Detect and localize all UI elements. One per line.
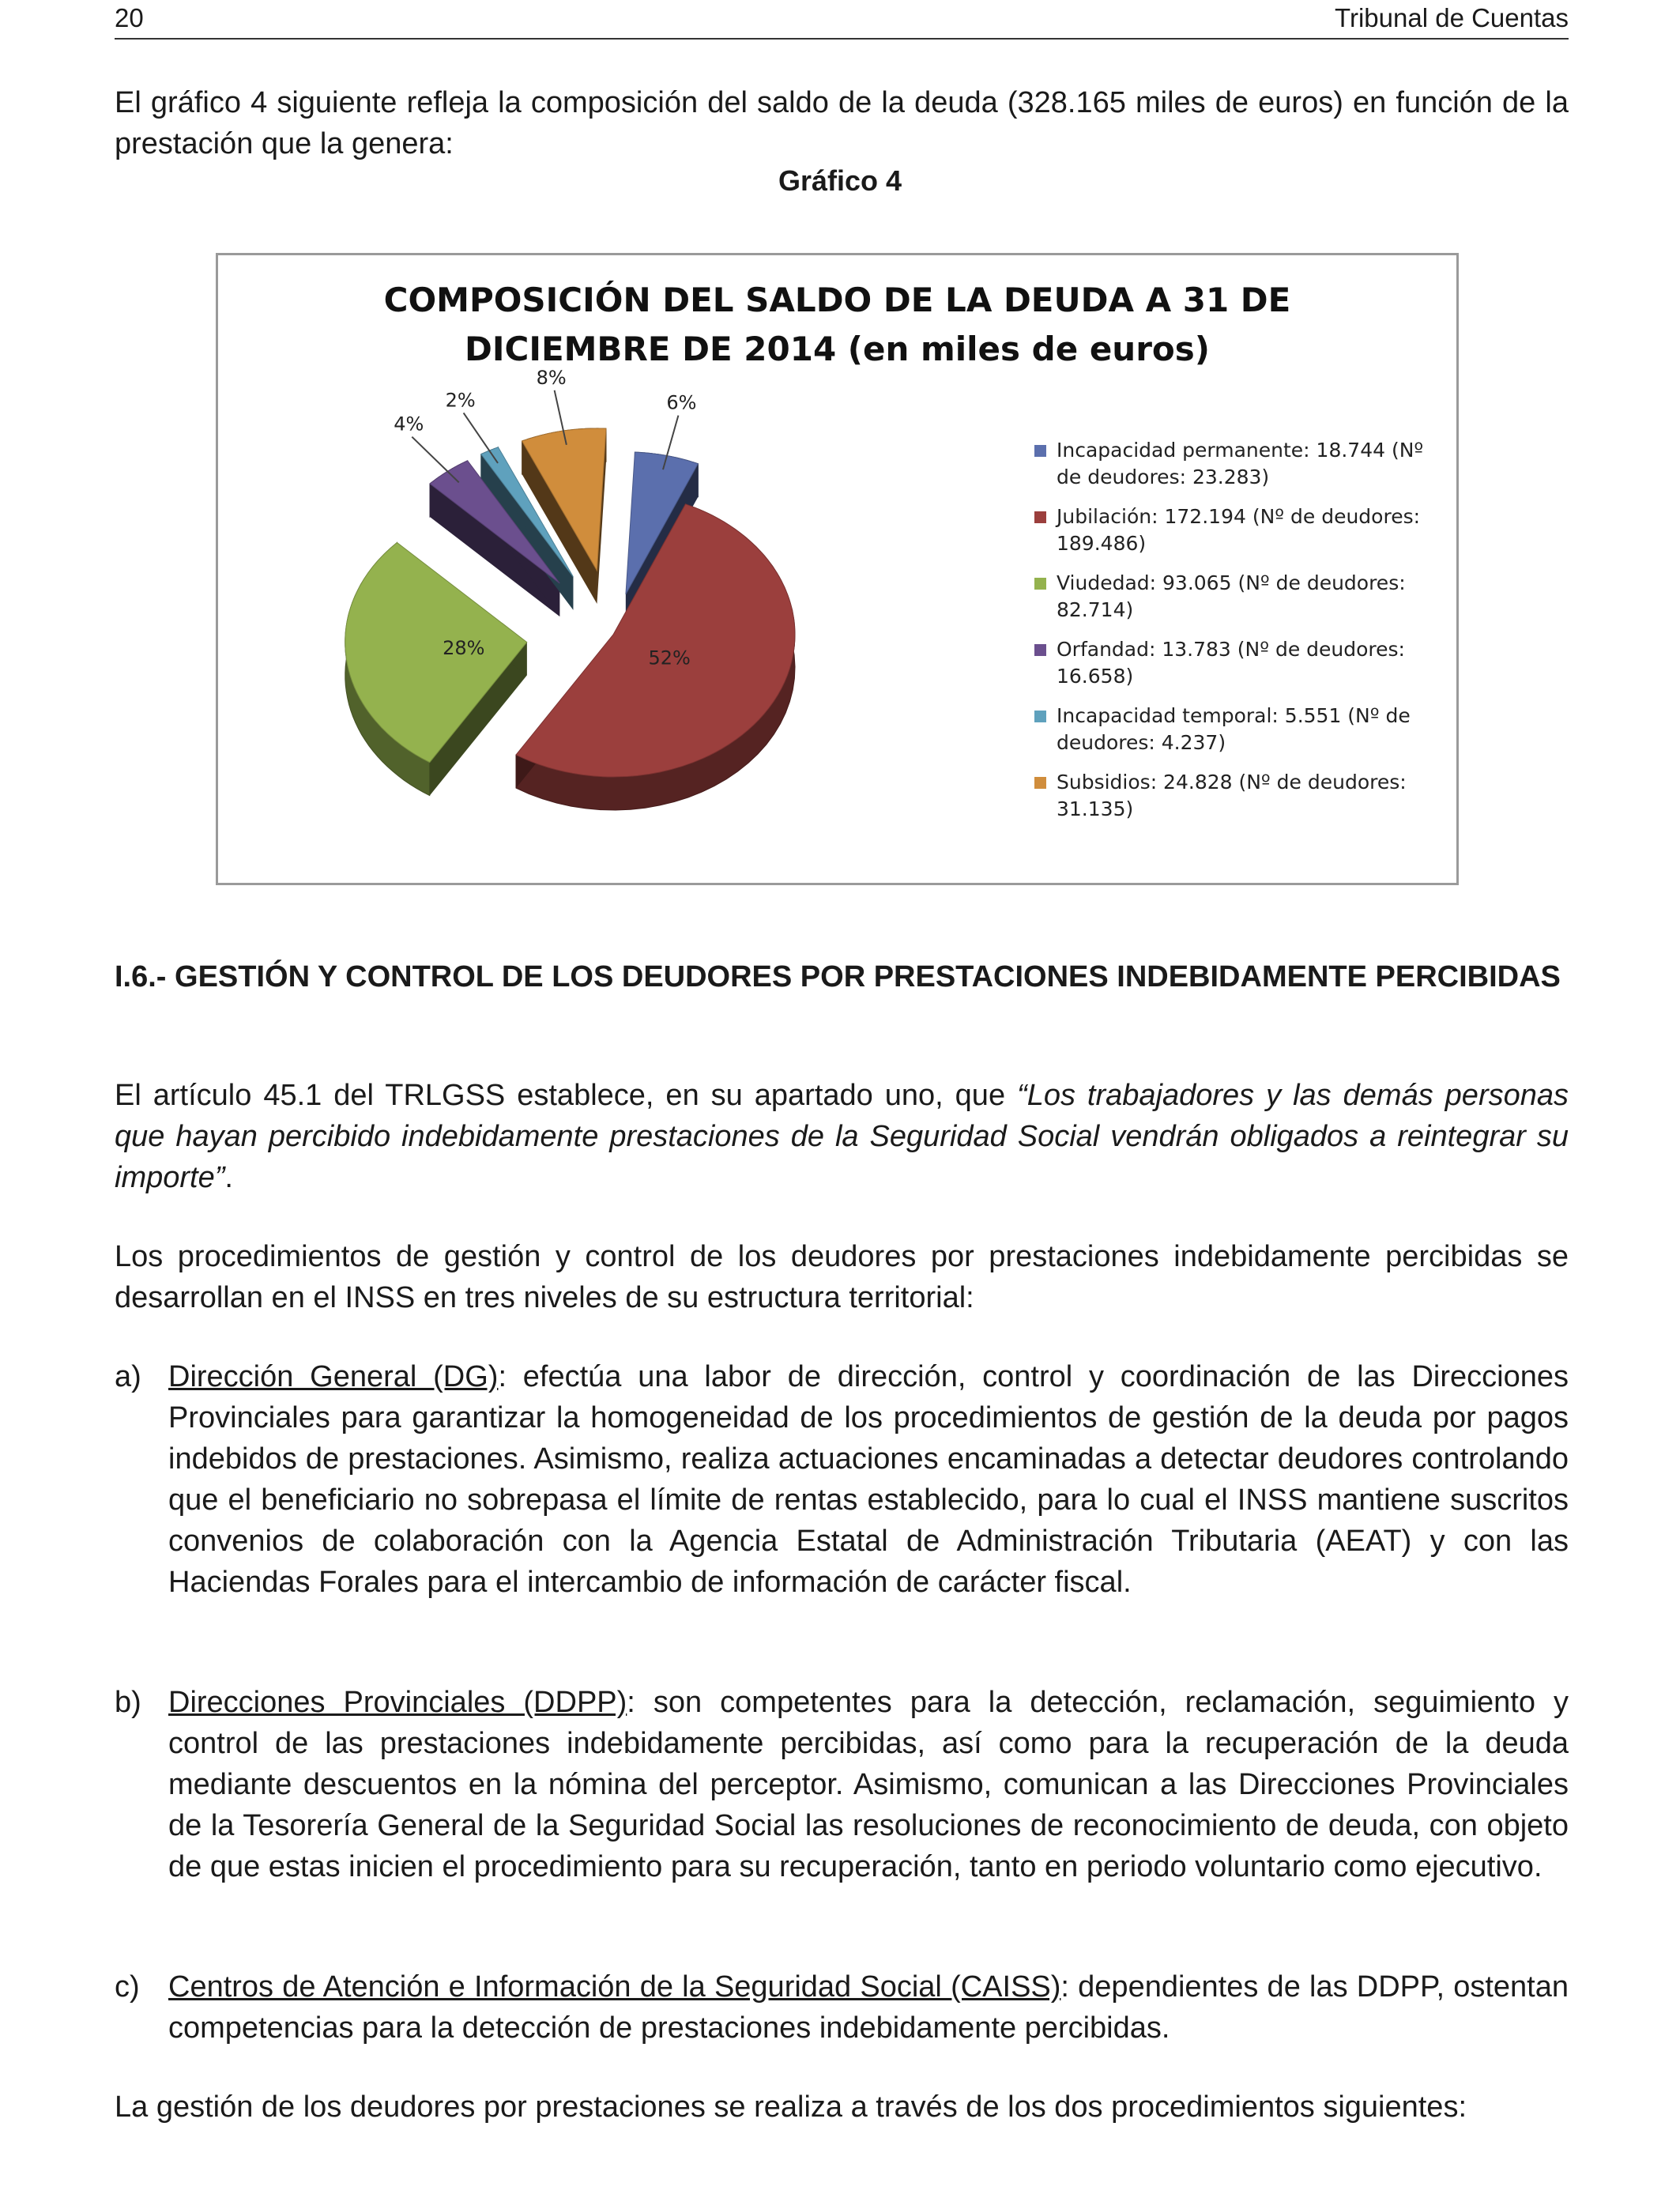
list-term: Dirección General (DG) [168,1360,499,1393]
list-description: : son competentes para la detección, reclamación, seguimiento y control de las prestaciones indebidamente percibidas, así como para la recuperación de la deuda mediante descuentos en la nómina del perceptor. Asimismo, comunican a las Direcciones Provinciales de la Tesorería General de la Seguridad Social las resoluciones de reconocimiento de deuda, con objeto de que estas inicien el procedimiento para su recuperación, tanto en periodo voluntario como ejecutivo. [168,1686,1569,1883]
legend-label: Jubilación: 172.194 (Nº de deudores: 189.486) [1057,505,1421,555]
legend-swatch [1034,644,1046,656]
chart-title-line-2: DICIEMBRE DE 2014 (en miles de euros) [465,330,1210,368]
page-header [115,0,1569,40]
list-marker: a) [115,1360,141,1393]
list-marker: b) [115,1686,141,1719]
pie-data-label-4: 2% [445,389,476,412]
pie-data-label-5: 8% [536,366,567,389]
list-text [168,1356,1569,1603]
legend-swatch [1034,511,1046,523]
pie-plot [218,255,1040,888]
intro-paragraph: El gráfico 4 siguiente refleja la composición del saldo de la deuda (328.165 miles de euros) en función de la prestación que la genera: [115,86,1569,160]
list-marker: c) [115,1970,140,2004]
legend-item [1034,570,1445,624]
legend-item [1034,636,1445,690]
legend-swatch [1034,578,1046,590]
legend-label: Orfandad: 13.783 (Nº de deudores: 16.658) [1057,638,1405,688]
pie-leader-line-3 [412,437,458,483]
legend-item [1034,769,1445,823]
legend-swatch [1034,711,1046,722]
pie-data-label-3: 4% [394,413,424,435]
list-text [168,1966,1569,2049]
page-number: 20 [115,3,144,32]
closing-paragraph: La gestión de los deudores por prestaciones se realiza a través de los dos procedimientos siguientes: [115,2090,1467,2124]
article-tail: . [224,1161,233,1194]
legend-item [1034,703,1445,756]
pie-data-label-0: 6% [666,391,697,414]
article-lead: El artículo 45.1 del TRLGSS establece, en su apartado uno, que [115,1079,1018,1112]
chart-title-line-1: COMPOSICIÓN DEL SALDO DE LA DEUDA A 31 DE [383,281,1291,319]
legend-label: Subsidios: 24.828 (Nº de deudores: 31.135) [1057,771,1407,820]
article-quote: “Los trabajadores y las demás personas que hayan percibido indebidamente prestaciones de la Seguridad Social vendrán obligados a reintegrar su importe” [115,1079,1569,1194]
list-term: Direcciones Provinciales (DDPP) [168,1686,627,1719]
procedures-paragraph: Los procedimientos de gestión y control de los deudores por prestaciones indebidamente percibidas se desarrollan en el INSS en tres niveles de su estructura territorial: [115,1240,1569,1314]
list-description: : dependientes de las DDPP, ostentan competencias para la detección de prestaciones indebidamente percibidas. [168,1970,1569,2045]
list-term: Centros de Atención e Información de la Seguridad Social (CAISS) [168,1970,1061,2004]
pie-data-label-1: 52% [648,647,691,669]
legend-item [1034,503,1445,557]
pie-chart [216,253,1459,885]
pie-data-label-2: 28% [443,636,485,659]
chart-legend [1034,437,1445,835]
list-description: : efectúa una labor de dirección, control y coordinación de las Direcciones Provinciales para garantizar la homogeneidad de los procedimientos de gestión de la deuda por pagos indebidos de prestaciones. Asimismo, realiza actuaciones encaminadas a detectar deudores controlando que el beneficiario no sobrepasa el límite de rentas establecido, para lo cual el INSS mantiene suscritos convenios de colaboración con la Agencia Estatal de Administración Tributaria (AEAT) y con las Haciendas Forales para el intercambio de información de carácter fiscal. [168,1360,1569,1599]
figure-caption: Gráfico 4 [778,164,902,197]
section-heading: I.6.- GESTIÓN Y CONTROL DE LOS DEUDORES POR PRESTACIONES INDEBIDAMENTE PERCIBIDAS [115,960,1561,993]
legend-label: Incapacidad permanente: 18.744 (Nº de deudores: 23.283) [1057,439,1424,488]
legend-label: Incapacidad temporal: 5.551 (Nº de deudores: 4.237) [1057,704,1411,754]
list-text [168,1682,1569,1887]
legend-label: Viudedad: 93.065 (Nº de deudores: 82.714) [1057,571,1406,621]
legend-item [1034,437,1445,491]
legend-swatch [1034,445,1046,457]
article-paragraph [115,1075,1569,1198]
header-organization: Tribunal de Cuentas [1335,3,1569,32]
legend-swatch [1034,777,1046,789]
